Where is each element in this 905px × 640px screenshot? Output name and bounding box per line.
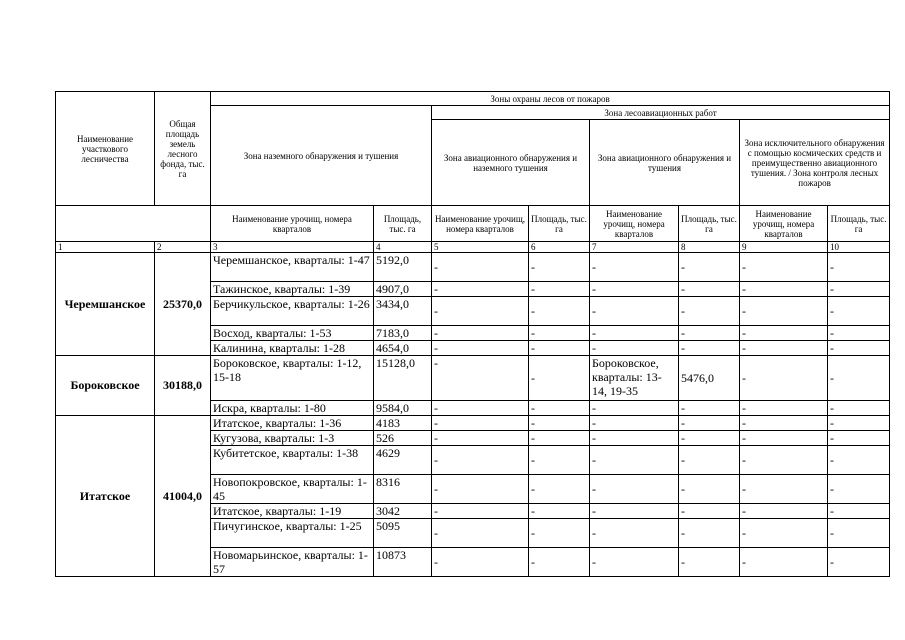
area-value: 15128,0 [374, 356, 432, 401]
forestry-total-area: 30188,0 [155, 356, 211, 416]
tract-quarters: Восход, кварталы: 1-53 [211, 326, 374, 341]
empty-dash: - [529, 297, 590, 326]
empty-dash: - [590, 446, 679, 475]
empty-dash: - [828, 548, 890, 577]
area-value: 4654,0 [374, 341, 432, 356]
empty-dash: - [828, 475, 890, 504]
empty-dash: - [432, 548, 529, 577]
empty-dash: - [590, 401, 679, 416]
empty-dash: - [432, 297, 529, 326]
empty-dash: - [590, 297, 679, 326]
empty-dash: - [740, 356, 828, 401]
empty-dash: - [432, 282, 529, 297]
subheader-name-3: Наименование урочищ, номера кварталов [211, 206, 374, 242]
forestry-name: Итатское [56, 416, 155, 577]
tract-quarters: Кубитетское, кварталы: 1-38 [211, 446, 374, 475]
empty-dash: - [529, 431, 590, 446]
empty-dash: - [740, 431, 828, 446]
empty-dash: - [740, 326, 828, 341]
empty-dash: - [590, 475, 679, 504]
empty-dash: - [529, 401, 590, 416]
empty-dash: - [432, 341, 529, 356]
empty-dash: - [679, 341, 740, 356]
empty-dash: - [590, 504, 679, 519]
empty-dash: - [432, 253, 529, 282]
empty-dash: - [432, 401, 529, 416]
empty-dash: - [740, 475, 828, 504]
empty-dash: - [529, 341, 590, 356]
empty-dash: - [529, 416, 590, 431]
empty-dash: - [828, 282, 890, 297]
empty-dash: - [590, 282, 679, 297]
column-number: 9 [740, 242, 828, 253]
tract-quarters: Итатское, кварталы: 1-19 [211, 504, 374, 519]
tract-quarters: Итатское, кварталы: 1-36 [211, 416, 374, 431]
empty-dash: - [828, 356, 890, 401]
column-number: 7 [590, 242, 679, 253]
area-value: 10873 [374, 548, 432, 577]
subheader-area-8: Площадь, тыс. га [679, 206, 740, 242]
empty-dash: - [828, 446, 890, 475]
table-row [56, 253, 890, 282]
empty-dash: - [432, 475, 529, 504]
empty-dash: - [590, 326, 679, 341]
header-forestry-name: Наименование участкового лесничества [56, 92, 155, 206]
empty-dash: - [590, 548, 679, 577]
forestry-total-area: 41004,0 [155, 416, 211, 577]
column-number-row [56, 242, 890, 253]
empty-dash: - [828, 297, 890, 326]
area-value: 8316 [374, 475, 432, 504]
subheader-name-5: Наименование урочищ, номера кварталов [432, 206, 529, 242]
tract-quarters: Кугузова, кварталы: 1-3 [211, 431, 374, 446]
forest-fire-zones-table [55, 91, 890, 577]
column-number: 3 [211, 242, 374, 253]
empty-dash: - [740, 297, 828, 326]
empty-dash: - [529, 253, 590, 282]
empty-dash: - [828, 416, 890, 431]
forestry-total-area: 25370,0 [155, 253, 211, 356]
empty-dash: - [679, 326, 740, 341]
tract-quarters: Искра, кварталы: 1-80 [211, 401, 374, 416]
empty-dash: - [529, 282, 590, 297]
header-avia-ground-zone: Зона авиационного обнаружения и наземного тушения [432, 120, 590, 206]
area-value: 5476,0 [679, 356, 740, 401]
area-value: 4629 [374, 446, 432, 475]
column-number: 8 [679, 242, 740, 253]
empty-dash: - [432, 446, 529, 475]
tract-quarters: Черемшанское, кварталы: 1-47 [211, 253, 374, 282]
table-row [56, 356, 890, 401]
subheader-name-7: Наименование урочищ, номера кварталов [590, 206, 679, 242]
table-body [56, 253, 890, 577]
empty-dash: - [529, 356, 590, 401]
header-lesoaviation-zone: Зона лесоавиационных работ [432, 106, 890, 120]
subheader-area-6: Площадь, тыс. га [529, 206, 590, 242]
area-value: 5095 [374, 519, 432, 548]
tract-quarters: Бороковское, кварталы: 13-14, 19-35 [590, 356, 679, 401]
area-value: 5192,0 [374, 253, 432, 282]
header-avia-zone: Зона авиационного обнаружения и тушения [590, 120, 740, 206]
area-value: 7183,0 [374, 326, 432, 341]
empty-dash: - [590, 253, 679, 282]
empty-dash: - [679, 548, 740, 577]
empty-dash: - [679, 401, 740, 416]
area-value: 3042 [374, 504, 432, 519]
empty-dash: - [590, 431, 679, 446]
empty-dash: - [590, 519, 679, 548]
empty-dash: - [679, 504, 740, 519]
empty-dash: - [828, 504, 890, 519]
empty-dash: - [828, 253, 890, 282]
empty-dash: - [828, 326, 890, 341]
empty-dash: - [529, 446, 590, 475]
header-ground-zone: Зона наземного обнаружения и тушения [211, 106, 432, 206]
empty-dash: - [679, 282, 740, 297]
empty-dash: - [828, 401, 890, 416]
empty-dash: - [432, 326, 529, 341]
header-space-zone: Зона исключительного обнаружения с помощью космических средств и преимущественно авиационного тушения. / Зона контроля лесных пожаров [740, 120, 890, 206]
empty-dash: - [529, 326, 590, 341]
column-number: 6 [529, 242, 590, 253]
empty-dash: - [432, 431, 529, 446]
empty-dash: - [679, 519, 740, 548]
forestry-name: Бороковское [56, 356, 155, 416]
subheader-name-9: Наименование урочищ, номера кварталов [740, 206, 828, 242]
empty-dash: - [679, 253, 740, 282]
empty-dash: - [740, 548, 828, 577]
subheader-area-10: Площадь, тыс. га [828, 206, 890, 242]
tract-quarters: Тажинское, кварталы: 1-39 [211, 282, 374, 297]
area-value: 526 [374, 431, 432, 446]
empty-dash: - [432, 519, 529, 548]
area-value: 9584,0 [374, 401, 432, 416]
forestry-name: Черемшанское [56, 253, 155, 356]
tract-quarters: Берчикульское, кварталы: 1-26 [211, 297, 374, 326]
tract-quarters: Пичугинское, кварталы: 1-25 [211, 519, 374, 548]
empty-dash: - [828, 431, 890, 446]
tract-quarters: Калинина, кварталы: 1-28 [211, 341, 374, 356]
table-row [56, 416, 890, 431]
area-value: 3434,0 [374, 297, 432, 326]
empty-dash: - [679, 416, 740, 431]
tract-quarters: Новомарьинское, кварталы: 1-57 [211, 548, 374, 577]
header-total-area: Общая площадь земель лесного фонда, тыс. га [155, 92, 211, 206]
header-empty [56, 206, 211, 242]
empty-dash: - [529, 519, 590, 548]
empty-dash: - [740, 282, 828, 297]
subheader-area-4: Площадь, тыс. га [374, 206, 432, 242]
empty-dash: - [828, 519, 890, 548]
empty-dash: - [740, 253, 828, 282]
empty-dash: - [432, 504, 529, 519]
empty-dash: - [740, 446, 828, 475]
empty-dash: - [740, 401, 828, 416]
empty-dash: - [740, 504, 828, 519]
empty-dash: - [740, 519, 828, 548]
empty-dash: - [590, 341, 679, 356]
empty-dash: - [529, 475, 590, 504]
header-fire-zones: Зоны охраны лесов от пожаров [211, 92, 890, 106]
empty-dash: - [590, 416, 679, 431]
empty-dash: - [432, 356, 529, 401]
column-number: 1 [56, 242, 155, 253]
tract-quarters: Новопокровское, кварталы: 1-45 [211, 475, 374, 504]
column-number: 2 [155, 242, 211, 253]
empty-dash: - [679, 446, 740, 475]
empty-dash: - [432, 416, 529, 431]
empty-dash: - [679, 475, 740, 504]
empty-dash: - [529, 548, 590, 577]
column-number: 10 [828, 242, 890, 253]
empty-dash: - [679, 297, 740, 326]
empty-dash: - [529, 504, 590, 519]
empty-dash: - [740, 341, 828, 356]
tract-quarters: Бороковское, кварталы: 1-12, 15-18 [211, 356, 374, 401]
empty-dash: - [740, 416, 828, 431]
column-number: 4 [374, 242, 432, 253]
column-number: 5 [432, 242, 529, 253]
empty-dash: - [828, 341, 890, 356]
area-value: 4907,0 [374, 282, 432, 297]
empty-dash: - [679, 431, 740, 446]
area-value: 4183 [374, 416, 432, 431]
